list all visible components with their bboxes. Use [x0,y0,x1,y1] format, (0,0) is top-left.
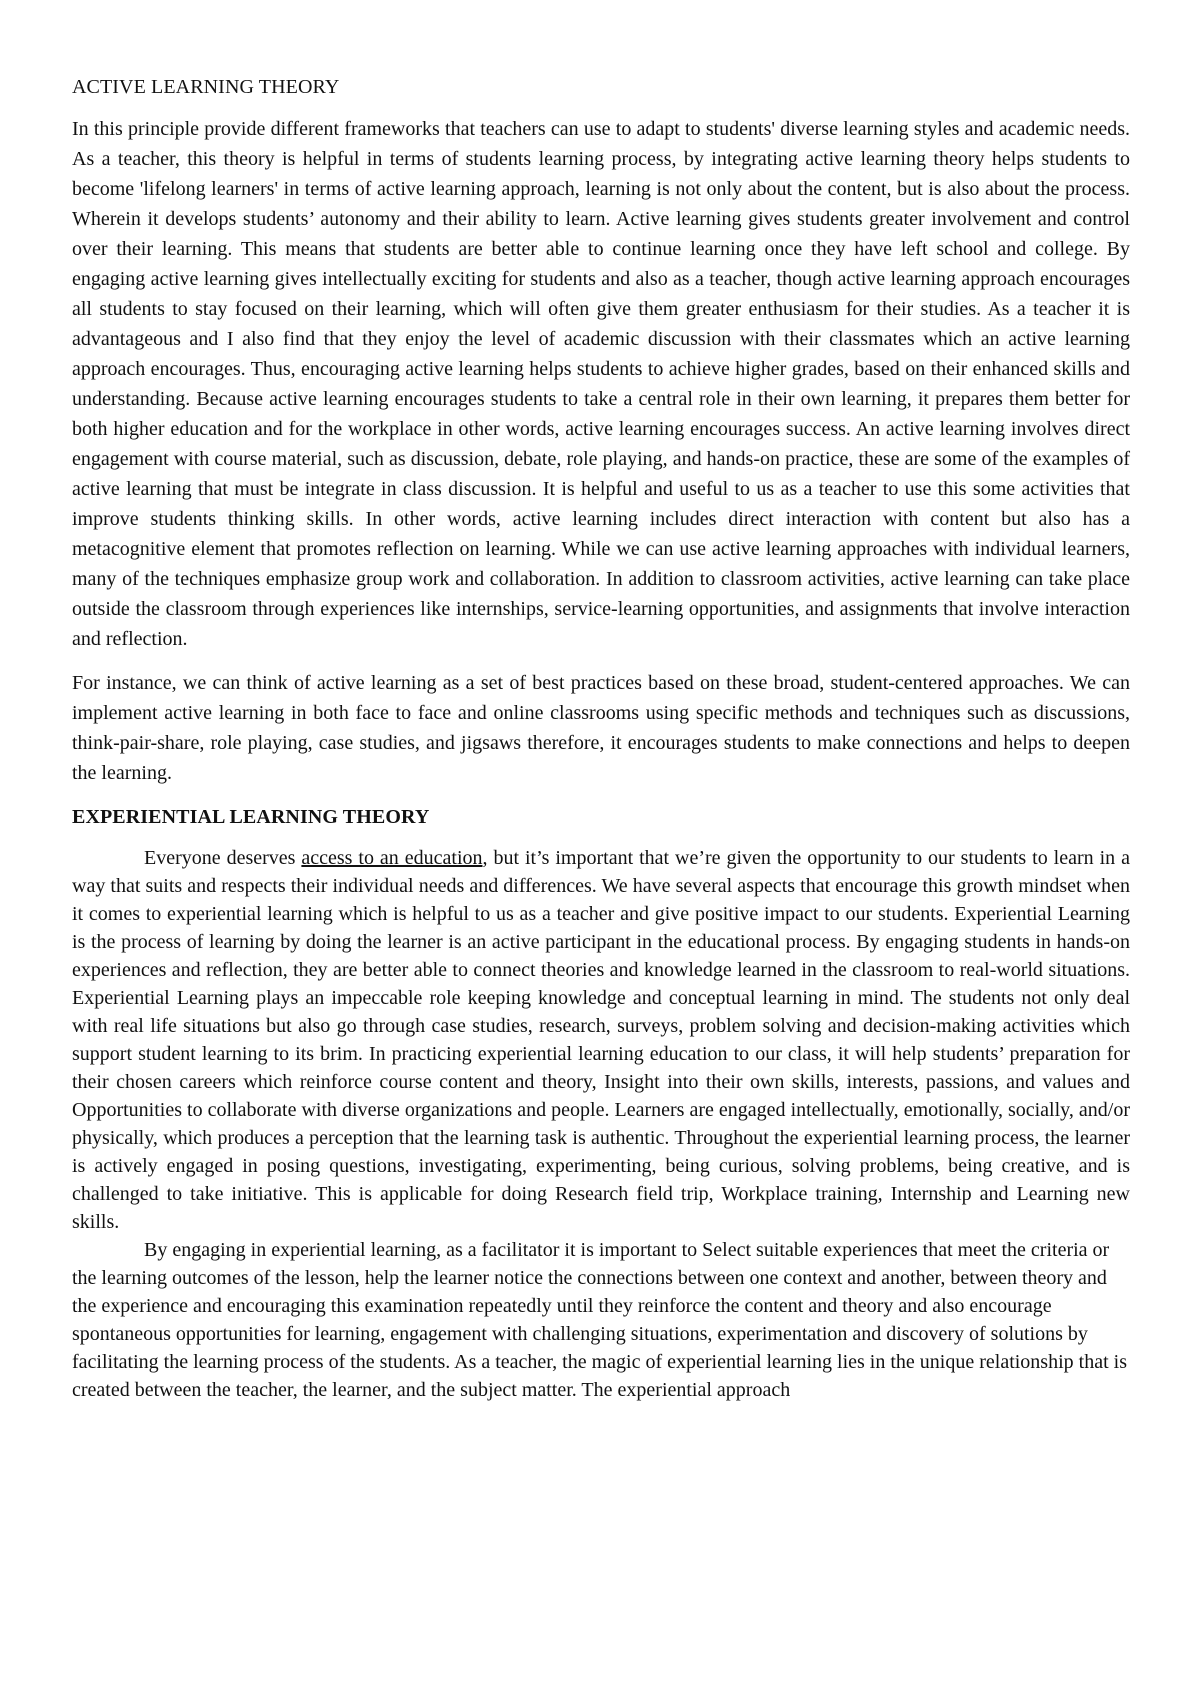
document-page [72,72,1130,1404]
paragraph-experiential-learning-2: By engaging in experiential learning, as a facilitator it is important to Select suitable experiences that meet the criteria or the learning outcomes of the lesson, help the learner notice the connections between one context and another, between theory and the experience and encouraging this examination repeatedly until they reinforce the content and theory and also encourage spontaneous opportunities for learning, engagement with challenging situations, experimentation and discovery of solutions by facilitating the learning process of the students. As a teacher, the magic of experiential learning lies in the unique relationship that is created between the teacher, the learner, and the subject matter. The experiential approach [72,1239,1127,1401]
paragraph-text-before-link: Everyone deserves [144,847,302,869]
paragraph-active-learning-2: For instance, we can think of active learning as a set of best practices based on these broad, student-centered approaches. We can implement active learning in both face to face and online classrooms using specific methods and techniques such as discussions, think-pair-share, role playing, case studies, and jigsaws therefore, it encourages students to make connections and helps to deepen the learning. [72,672,1130,784]
access-to-education-link[interactable]: access to an education [301,847,483,869]
paragraph-text-after-link: , but it’s important that we’re given the opportunity to our students to learn in a way that suits and respects their individual needs and differences. We have several aspects that encourage this growth mindset when it comes to experiential learning which is helpful to us as a teacher and give positive impact to our students. Experiential Learning is the process of learning by doing the learner is an active participant in the educational process. By engaging students in hands-on experiences and reflection, they are better able to connect theories and knowledge learned in the classroom to real-world situations. Experiential Learning plays an impeccable role keeping knowledge and conceptual learning in mind. The students not only deal with real life situations but also go through case studies, research, surveys, problem solving and decision-making activities which support student learning to its brim. In practicing experiential learning education to our class, it will help students’ preparation for their chosen careers which reinforce course content and theory, Insight into their own skills, interests, passions, and values and Opportunities to collaborate with diverse organizations and people. Learners are engaged intellectually, emotionally, socially, and/or physically, which produces a perception that the learning task is authentic. Throughout the experiential learning process, the learner is actively engaged in posing questions, investigating, experimenting, being curious, solving problems, being creative, and is challenged to take initiative. This is applicable for doing Research field trip, Workplace training, Internship and Learning new skills. [72,847,1130,1233]
paragraph-experiential-learning-1 [72,844,1130,1236]
section-heading-experiential-learning: EXPERIENTIAL LEARNING THEORY [72,806,430,828]
section-heading-active-learning: ACTIVE LEARNING THEORY [72,76,340,98]
paragraph-active-learning-1: In this principle provide different frameworks that teachers can use to adapt to students' diverse learning styles and academic needs. As a teacher, this theory is helpful in terms of students learning process, by integrating active learning theory helps students to become 'lifelong learners' in terms of active learning approach, learning is not only about the content, but is also about the process. Wherein it develops students’ autonomy and their ability to learn. Active learning gives students greater involvement and control over their learning. This means that students are better able to continue learning once they have left school and college. By engaging active learning gives intellectually exciting for students and also as a teacher, though active learning approach encourages all students to stay focused on their learning, which will often give them greater enthusiasm for their studies. As a teacher it is advantageous and I also find that they enjoy the level of academic discussion with their classmates which an active learning approach encourages. Thus, encouraging active learning helps students to achieve higher grades, based on their enhanced skills and understanding. Because active learning encourages students to take a central role in their own learning, it prepares them better for both higher education and for the workplace in other words, active learning encourages success. An active learning involves direct engagement with course material, such as discussion, debate, role playing, and hands-on practice, these are some of the examples of active learning that must be integrate in class discussion. It is helpful and useful to us as a teacher to use this some activities that improve students thinking skills. In other words, active learning includes direct interaction with content but also has a metacognitive element that promotes reflection on learning. While we can use active learning approaches with individual learners, many of the techniques emphasize group work and collaboration. In addition to classroom activities, active learning can take place outside the classroom through experiences like internships, service-learning opportunities, and assignments that involve interaction and reflection. [72,118,1130,650]
